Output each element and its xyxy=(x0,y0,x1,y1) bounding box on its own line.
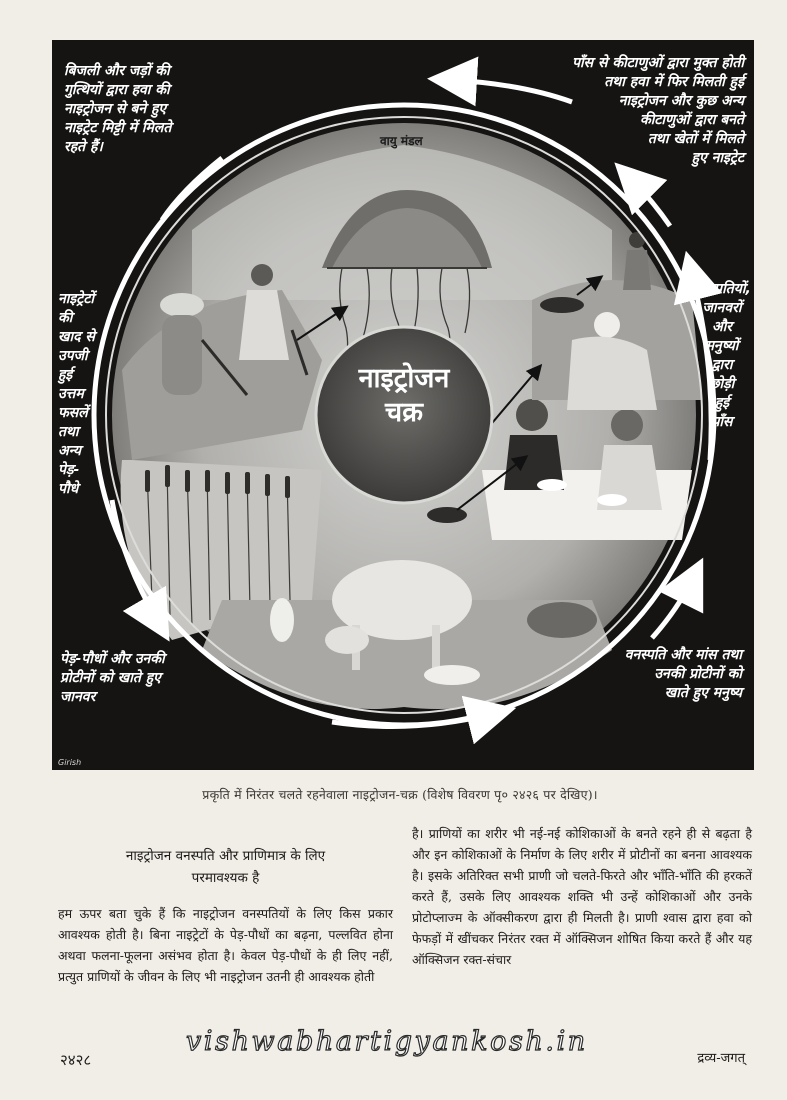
artist-signature: Girish xyxy=(58,758,82,767)
label-line: उपजी xyxy=(58,348,88,364)
right-column-paragraph: है। प्राणियों का शरीर भी नई-नई कोशिकाओं के बनते रहने ही से बढ़ता है और इन कोशिकाओं के निर्माण के लिए शरीर में प्रोटीनों का बनना आवश्यक है। इसके अतिरिक्त सभी प्राणी जो चलते-फिरते और भाँति-भाँति की हरकतें करते हैं, उसके लिए आवश्यक शक्ति भी उन्हें कोशिकाओं और उनके प्रोटोप्लाज्म के ऑक्सीकरण द्वारा ही मिलती है। प्राणी श्वास द्वारा हवा को फेफड़ों में खींचकर निरंतर रक्त में ऑक्सिजन शोषित किया करते हैं और यह ऑक्सिजन रक्त-संचार xyxy=(412,826,752,967)
nitrogen-cycle-illustration xyxy=(52,40,754,770)
left-text-column xyxy=(58,845,393,987)
label-line: तथा xyxy=(58,424,79,440)
left-column-paragraph: हम ऊपर बता चुके हैं कि नाइट्रोजन वनस्पतियों के लिए किस प्रकार आवश्यक होती है। बिना नाइट्रेटों के पेड़-पौधों का बढ़ना, पल्लवित होना अथवा फलना-फूलना असंभव होता है। केवल पेड़-पौधों के ही लिए नहीं, प्रत्युत प्राणियों के जीवन के लिए भी नाइट्रोजन उतनी ही आवश्यक होती xyxy=(58,906,393,984)
label-right xyxy=(692,280,752,432)
running-title: द्रव्य-जगत् xyxy=(697,1051,745,1066)
label-line: पेड़-पौधों और उनकी xyxy=(60,651,165,667)
label-line: गुत्थियों द्वारा हवा की xyxy=(64,82,170,98)
label-line: खाते हुए मनुष्य xyxy=(664,685,742,701)
atmosphere-label: वायु मंडल xyxy=(380,134,423,148)
label-bottom-left xyxy=(60,650,165,707)
label-line: नाइट्रेटों xyxy=(58,291,95,307)
page-number: २४२८ xyxy=(60,1051,92,1069)
label-top-left xyxy=(64,62,171,157)
label-line: वनस्पतियों, xyxy=(693,281,751,297)
label-line: नाइट्रोजन और कुछ अन्य xyxy=(618,93,744,109)
section-heading-line2: परमावश्यक है xyxy=(191,870,260,886)
label-line: जानवर xyxy=(60,689,96,705)
label-line: पाँस से कीटाणुओं द्वारा मुक्त होती xyxy=(572,55,744,71)
label-top-right xyxy=(494,54,744,168)
label-line: पेड़- xyxy=(58,462,80,478)
center-title-line1: नाइट्रोजन xyxy=(358,363,450,394)
label-line: तथा खेतों में मिलते xyxy=(647,131,744,147)
site-watermark: vishwabhartigyankosh.in xyxy=(186,1026,588,1057)
label-line: हुए नाइट्रेट xyxy=(691,150,744,166)
label-line: हुई xyxy=(714,395,730,411)
cycle-arrow-upper-right xyxy=(632,180,670,226)
label-line: पौधे xyxy=(58,481,79,497)
label-left xyxy=(58,290,116,499)
label-line: प्रोटीनों को खाते हुए xyxy=(60,670,161,686)
label-line: उत्तम xyxy=(58,386,84,402)
label-line: नाइट्रोजन से बने हुए xyxy=(64,101,167,117)
label-line: द्वारा xyxy=(711,357,733,373)
section-heading-line1: नाइट्रोजन वनस्पति और प्राणिमात्र के लिए xyxy=(125,848,326,864)
label-line: छोड़ी xyxy=(709,376,735,392)
label-line: कीटाणुओं द्वारा बनते xyxy=(639,112,744,128)
label-line: अन्य xyxy=(58,443,81,459)
label-bottom-right xyxy=(552,646,742,703)
label-line: तथा हवा में फिर मिलती हुई xyxy=(604,74,744,90)
label-line: मनुष्यों xyxy=(705,338,739,354)
label-line: नाइट्रेट मिट्टी में मिलते xyxy=(64,120,172,136)
center-title xyxy=(324,362,484,430)
label-line: जानवरों xyxy=(702,300,742,316)
label-line: वनस्पति और मांस तथा xyxy=(624,647,742,663)
label-line: बिजली और जड़ों की xyxy=(64,63,170,79)
center-title-line2: चक्र xyxy=(385,397,423,428)
label-line: पाँस xyxy=(711,414,733,430)
label-line: की xyxy=(58,310,73,326)
label-line: रहते हैं। xyxy=(64,139,103,155)
label-line: उनकी प्रोटीनों को xyxy=(654,666,742,682)
section-heading xyxy=(58,845,393,889)
label-line: खाद से xyxy=(58,329,95,345)
figure-caption: प्रकृति में निरंतर चलते रहनेवाला नाइट्रोजन-चक्र (विशेष विवरण पृ० २४२६ पर देखिए)। xyxy=(202,787,598,802)
label-line: फसलें xyxy=(58,405,88,421)
right-text-column xyxy=(412,823,752,970)
label-line: हुई xyxy=(58,367,73,383)
label-line: और xyxy=(711,319,733,335)
